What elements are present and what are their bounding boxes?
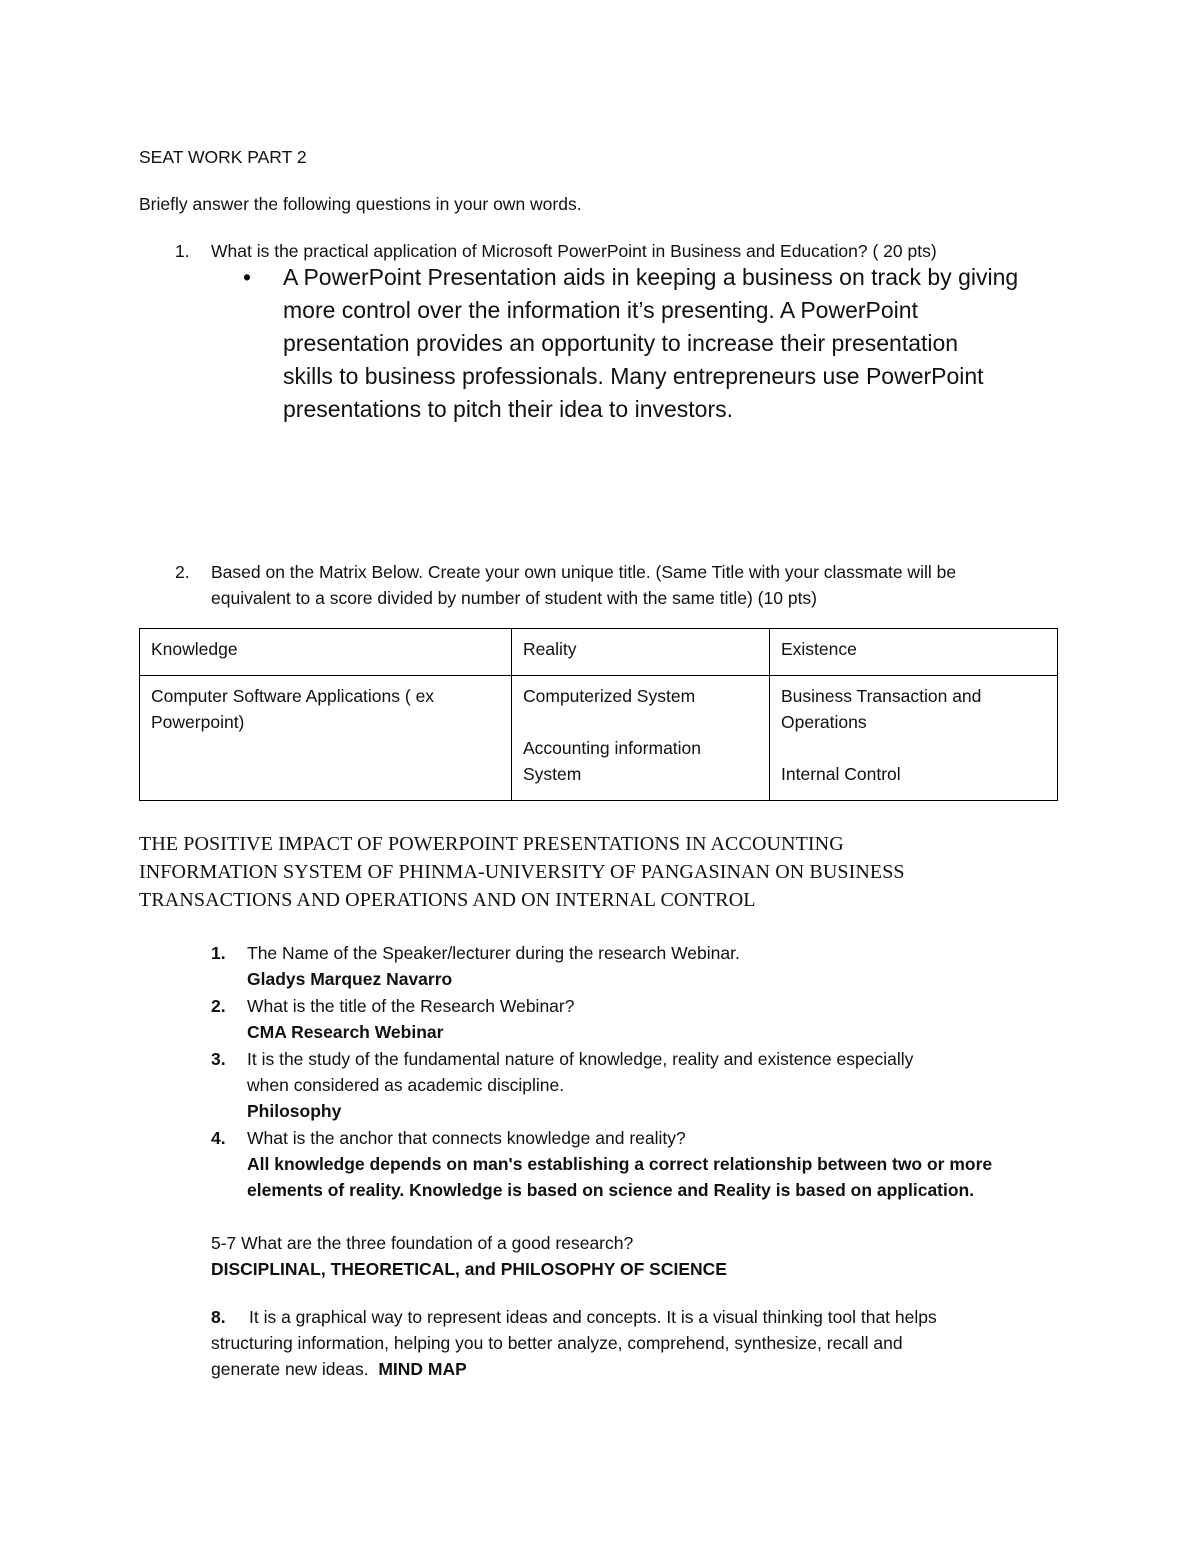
wq4-answer: All knowledge depends on man's establishing a correct relationship between two or more — [247, 1154, 993, 1174]
q5-7-question: 5-7 What are the three foundation of a good research? — [211, 1233, 634, 1253]
wq3-question: when considered as academic discipline. — [247, 1075, 565, 1095]
cell-line: Business Transaction and — [781, 686, 982, 706]
research-title-line: INFORMATION SYSTEM OF PHINMA-UNIVERSITY OF PANGASINAN ON BUSINESS — [139, 861, 905, 883]
q1-answer-line: skills to business professionals. Many entrepreneurs use PowerPoint — [283, 363, 984, 389]
wq3-number: 3. — [211, 1049, 226, 1069]
cell-line: Accounting information — [523, 738, 702, 758]
bullet-icon: • — [243, 264, 252, 290]
instructions: Briefly answer the following questions in your own words. — [139, 194, 582, 214]
q8-text-line — [211, 1356, 467, 1382]
wq2-number: 2. — [211, 996, 226, 1016]
q2-question-line: Based on the Matrix Below. Create your own unique title. (Same Title with your classmate will be — [211, 562, 957, 582]
wq2-answer: CMA Research Webinar — [247, 1022, 444, 1042]
wq1-number: 1. — [211, 943, 226, 963]
table-header-cell: Existence — [770, 629, 1058, 676]
q2-question-line: equivalent to a score divided by number of student with the same title) (10 pts) — [211, 588, 818, 608]
cell-line: Computer Software Applications ( ex — [151, 686, 435, 706]
q1-answer-line: more control over the information it’s presenting. A PowerPoint — [283, 297, 918, 323]
table-header-cell: Knowledge — [140, 629, 512, 676]
matrix-table — [139, 628, 1058, 801]
table-cell-reality — [512, 676, 770, 801]
research-title-line: TRANSACTIONS AND OPERATIONS AND ON INTERNAL CONTROL — [139, 889, 756, 911]
wq2-question: What is the title of the Research Webinar? — [247, 996, 575, 1016]
q8-text: generate new ideas. — [211, 1359, 369, 1379]
q8-answer: MIND MAP — [378, 1359, 467, 1379]
wq3-question: It is the study of the fundamental nature of knowledge, reality and existence especially — [247, 1049, 914, 1069]
q5-7-answer: DISCIPLINAL, THEORETICAL, and PHILOSOPHY OF SCIENCE — [211, 1259, 727, 1279]
cell-line: Powerpoint) — [151, 712, 245, 732]
cell-line: Computerized System — [523, 686, 696, 706]
cell-line: Internal Control — [781, 764, 901, 784]
wq4-number: 4. — [211, 1128, 226, 1148]
q1-number: 1. — [175, 241, 190, 261]
wq4-answer: elements of reality. Knowledge is based on science and Reality is based on application. — [247, 1180, 975, 1200]
q1-answer-line: A PowerPoint Presentation aids in keeping a business on track by giving — [283, 264, 1019, 290]
wq1-answer: Gladys Marquez Navarro — [247, 969, 453, 989]
cell-line: Operations — [781, 712, 867, 732]
q1-answer-line: presentations to pitch their idea to investors. — [283, 396, 734, 422]
q1-answer-line: presentation provides an opportunity to increase their presentation — [283, 330, 959, 356]
wq1-question: The Name of the Speaker/lecturer during the research Webinar. — [247, 943, 740, 963]
wq3-answer: Philosophy — [247, 1101, 342, 1121]
table-cell-knowledge — [140, 676, 512, 801]
table-row — [140, 676, 1058, 801]
wq4-question: What is the anchor that connects knowledge and reality? — [247, 1128, 686, 1148]
table-header-cell: Reality — [512, 629, 770, 676]
table-header-row — [140, 629, 1058, 676]
q1-question: What is the practical application of Microsoft PowerPoint in Business and Education? ( 20 pts) — [211, 241, 937, 261]
cell-line: System — [523, 764, 582, 784]
q8-text-line: It is a graphical way to represent ideas and concepts. It is a visual thinking tool that helps — [249, 1307, 937, 1327]
q2-number: 2. — [175, 562, 190, 582]
q8-text-line: structuring information, helping you to better analyze, comprehend, synthesize, recall and — [211, 1333, 903, 1353]
research-title-line: THE POSITIVE IMPACT OF POWERPOINT PRESENTATIONS IN ACCOUNTING — [139, 833, 844, 855]
table-cell-existence — [770, 676, 1058, 801]
page-title: SEAT WORK PART 2 — [139, 147, 307, 167]
q8-number: 8. — [211, 1307, 226, 1327]
